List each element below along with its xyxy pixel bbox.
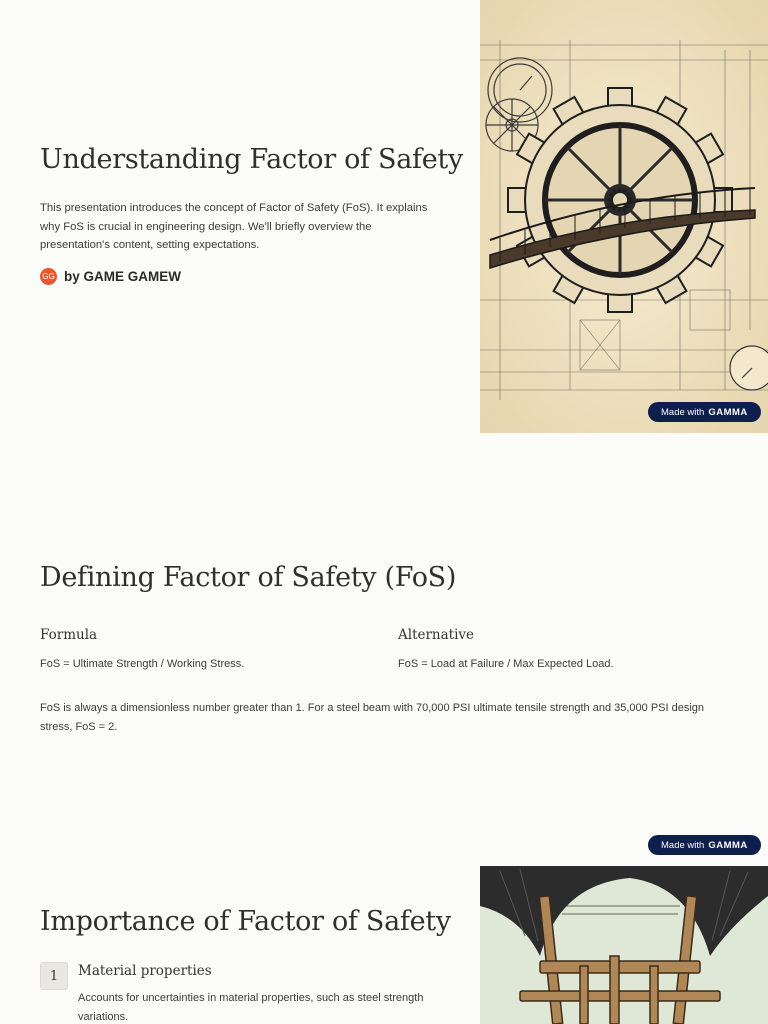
item-number: 1	[40, 962, 68, 990]
section-title: Defining Factor of Safety (FoS)	[40, 562, 457, 593]
intro-paragraph: This presentation introduces the concept of Factor of Safety (FoS). It explains why FoS is crucial in engineering design. We'll briefly overview the presentation's content, setting expectations.	[40, 202, 428, 251]
title-slide	[0, 0, 768, 433]
importance-slide	[0, 866, 768, 1024]
alternative-heading: Alternative	[398, 627, 475, 643]
wooden-structure-image	[480, 866, 768, 1024]
gamma-logo: GAMMA	[708, 839, 748, 851]
avatar: GG	[40, 268, 57, 285]
badge-prefix: Made with	[661, 406, 705, 418]
made-with-gamma-badge[interactable]	[648, 402, 761, 422]
alternative-text: FoS = Load at Failure / Max Expected Load.	[398, 658, 614, 670]
badge-prefix: Made with	[661, 839, 705, 851]
section-title: Importance of Factor of Safety	[40, 906, 451, 937]
made-with-gamma-badge[interactable]	[648, 835, 761, 855]
fos-note: FoS is always a dimensionless number greater than 1. For a steel beam with 70,000 PSI ultimate tensile strength and 35,000 PSI design stress, FoS = 2.	[40, 702, 705, 733]
formula-text: FoS = Ultimate Strength / Working Stress.	[40, 658, 245, 670]
formula-heading: Formula	[40, 627, 98, 643]
item-heading: Material properties	[78, 963, 212, 979]
item-description: Accounts for uncertainties in material properties, such as steel strength variations.	[78, 992, 424, 1023]
gamma-logo: GAMMA	[708, 406, 748, 418]
definition-slide	[0, 522, 768, 862]
author-name: by GAME GAMEW	[64, 269, 181, 284]
page-title: Understanding Factor of Safety	[40, 144, 463, 175]
engineering-gear-blueprint-image	[480, 0, 768, 433]
author-byline	[40, 268, 181, 285]
